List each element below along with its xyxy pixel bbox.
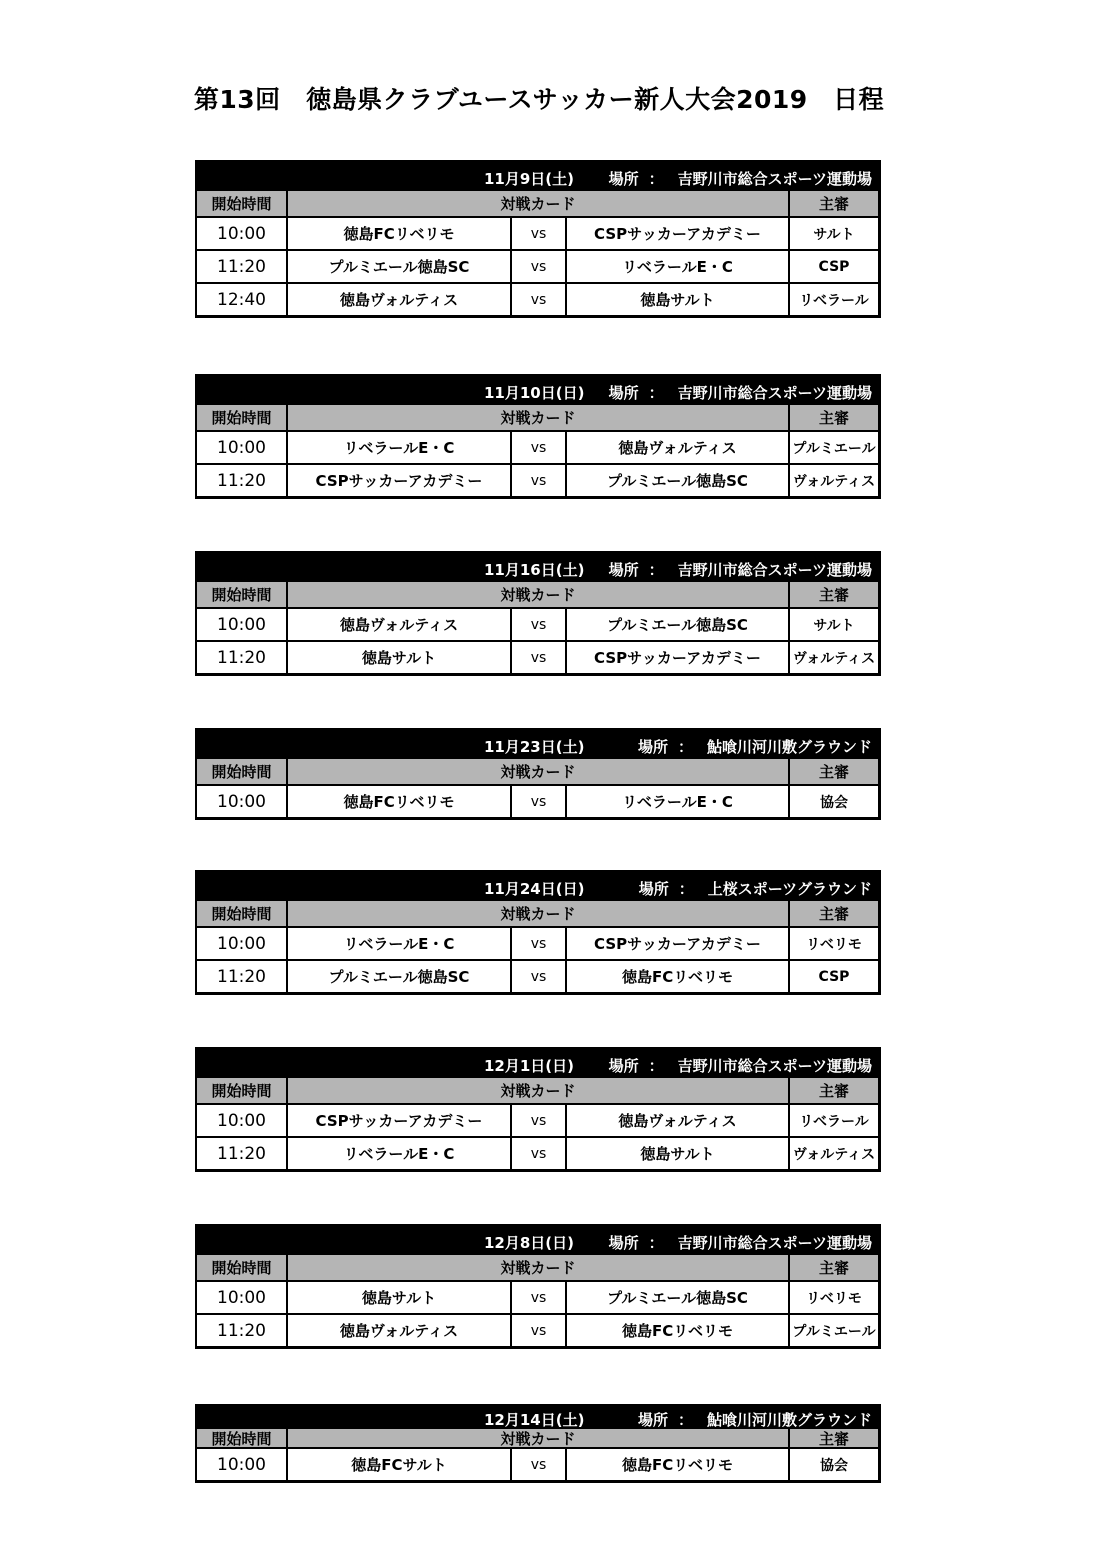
day-venue (638, 736, 872, 757)
away-team: 徳島FCリベリモ (567, 961, 790, 992)
referee: リベリモ (806, 1290, 862, 1307)
match-row (197, 784, 878, 817)
day-venue (609, 559, 872, 580)
column-card: 対戦カード (288, 405, 790, 430)
page-title: 第13回 徳島県クラブユースサッカー新人大会2019 日程 (193, 85, 885, 114)
match-row (197, 282, 878, 315)
home-team: CSPサッカーアカデミー (288, 465, 512, 496)
match-row (197, 1136, 878, 1169)
referee: プルミエール (792, 1323, 876, 1340)
venue-separator: ： (648, 384, 664, 402)
vs-label: vs (512, 1315, 567, 1346)
venue-name: 吉野川市総合スポーツ運動場 (677, 1234, 872, 1252)
column-referee: 主審 (818, 1259, 849, 1277)
match-row (197, 249, 878, 282)
schedule-day-block (195, 1047, 881, 1172)
day-date: 11月10日(日) (484, 384, 585, 402)
home-team: 徳島サルト (288, 1282, 512, 1313)
vs-label: vs (512, 786, 567, 817)
column-referee: 主審 (818, 195, 849, 213)
referee: 協会 (820, 1457, 848, 1474)
referee: リベラール (799, 292, 869, 309)
match-time: 10:00 (197, 786, 288, 817)
day-header (197, 1226, 878, 1254)
column-header-row (197, 1077, 878, 1103)
away-team: プルミエール徳島SC (567, 465, 790, 496)
day-venue (609, 382, 872, 403)
home-team: リベラールE・C (288, 928, 512, 959)
away-team: リベラールE・C (567, 786, 790, 817)
venue-name: 吉野川市総合スポーツ運動場 (677, 561, 872, 579)
match-time: 10:00 (197, 928, 288, 959)
home-team: リベラールE・C (288, 1138, 512, 1169)
day-date: 12月1日(日) (484, 1057, 575, 1075)
venue-label: 場所 (637, 738, 668, 756)
match-time: 11:20 (197, 465, 288, 496)
vs-label: vs (512, 1449, 567, 1480)
match-time: 12:40 (197, 284, 288, 315)
schedule-day-block (195, 1404, 881, 1483)
column-referee: 主審 (818, 1429, 849, 1448)
column-card: 対戦カード (288, 1429, 790, 1447)
day-venue (609, 1055, 872, 1076)
referee: プルミエール (792, 440, 876, 457)
column-referee: 主審 (818, 409, 849, 427)
referee: リベリモ (806, 936, 862, 953)
column-referee: 主審 (818, 1082, 849, 1100)
vs-label: vs (512, 1282, 567, 1313)
column-time: 開始時間 (197, 759, 288, 784)
venue-separator: ： (678, 880, 694, 898)
schedule-day-block (195, 728, 881, 820)
referee: サルト (813, 226, 855, 243)
column-header-row (197, 758, 878, 784)
match-time: 11:20 (197, 1315, 288, 1346)
home-team: 徳島ヴォルティス (288, 1315, 512, 1346)
venue-name: 鮎喰川河川敷グラウンド (706, 1411, 872, 1429)
venue-label: 場所 (608, 1234, 639, 1252)
match-row (197, 1280, 878, 1313)
match-row (197, 1447, 878, 1480)
day-header (197, 872, 878, 900)
match-time: 11:20 (197, 251, 288, 282)
venue-name: 吉野川市総合スポーツ運動場 (677, 1057, 872, 1075)
vs-label: vs (512, 928, 567, 959)
venue-label: 場所 (608, 384, 639, 402)
venue-separator: ： (677, 1411, 693, 1429)
venue-separator: ： (648, 1057, 664, 1075)
day-date: 12月14日(土) (484, 1411, 585, 1429)
home-team: 徳島FCリベリモ (288, 786, 512, 817)
away-team: プルミエール徳島SC (567, 609, 790, 640)
column-card: 対戦カード (288, 759, 790, 784)
vs-label: vs (512, 284, 567, 315)
day-date: 11月24日(日) (484, 880, 585, 898)
referee: ヴォルティス (792, 650, 876, 667)
day-header (197, 1049, 878, 1077)
venue-separator: ： (648, 1234, 664, 1252)
match-row (197, 430, 878, 463)
home-team: リベラールE・C (288, 432, 512, 463)
venue-name: 吉野川市総合スポーツ運動場 (677, 170, 872, 188)
referee: ヴォルティス (792, 473, 876, 490)
column-referee: 主審 (818, 763, 849, 781)
day-venue (609, 168, 872, 189)
day-header (197, 162, 878, 190)
away-team: 徳島サルト (567, 284, 790, 315)
day-venue (638, 1409, 872, 1430)
column-referee: 主審 (818, 905, 849, 923)
column-time: 開始時間 (197, 1078, 288, 1103)
venue-label: 場所 (608, 561, 639, 579)
match-time: 11:20 (197, 642, 288, 673)
referee: CSP (818, 258, 850, 275)
schedule-day-block (195, 870, 881, 995)
match-row (197, 463, 878, 496)
match-row (197, 959, 878, 992)
home-team: 徳島サルト (288, 642, 512, 673)
day-date: 11月9日(土) (484, 170, 575, 188)
away-team: リベラールE・C (567, 251, 790, 282)
referee: CSP (818, 968, 850, 985)
away-team: CSPサッカーアカデミー (567, 928, 790, 959)
column-card: 対戦カード (288, 191, 790, 216)
match-time: 10:00 (197, 1105, 288, 1136)
match-row (197, 1103, 878, 1136)
column-time: 開始時間 (197, 1429, 288, 1447)
schedule-day-block (195, 374, 881, 499)
column-time: 開始時間 (197, 901, 288, 926)
column-header-row (197, 900, 878, 926)
day-header (197, 730, 878, 758)
match-time: 10:00 (197, 609, 288, 640)
day-header (197, 553, 878, 581)
column-time: 開始時間 (197, 582, 288, 607)
vs-label: vs (512, 218, 567, 249)
home-team: プルミエール徳島SC (288, 251, 512, 282)
home-team: CSPサッカーアカデミー (288, 1105, 512, 1136)
referee: サルト (813, 617, 855, 634)
away-team: CSPサッカーアカデミー (567, 218, 790, 249)
venue-separator: ： (677, 738, 693, 756)
schedule-day-block (195, 1224, 881, 1349)
away-team: プルミエール徳島SC (567, 1282, 790, 1313)
match-row (197, 640, 878, 673)
column-time: 開始時間 (197, 1255, 288, 1280)
schedule-day-block (195, 160, 881, 318)
day-date: 11月16日(土) (484, 561, 585, 579)
vs-label: vs (512, 465, 567, 496)
column-card: 対戦カード (288, 1255, 790, 1280)
venue-separator: ： (648, 170, 664, 188)
venue-label: 場所 (637, 1411, 668, 1429)
away-team: 徳島ヴォルティス (567, 1105, 790, 1136)
away-team: 徳島FCリベリモ (567, 1315, 790, 1346)
away-team: 徳島FCリベリモ (567, 1449, 790, 1480)
day-venue (639, 878, 872, 899)
referee: ヴォルティス (792, 1146, 876, 1163)
match-time: 10:00 (197, 1449, 288, 1480)
column-header-row (197, 1428, 878, 1447)
column-referee: 主審 (818, 586, 849, 604)
column-time: 開始時間 (197, 191, 288, 216)
match-row (197, 607, 878, 640)
venue-label: 場所 (608, 1057, 639, 1075)
vs-label: vs (512, 251, 567, 282)
match-time: 11:20 (197, 1138, 288, 1169)
vs-label: vs (512, 432, 567, 463)
match-row (197, 1313, 878, 1346)
referee: 協会 (820, 794, 848, 811)
match-row (197, 926, 878, 959)
column-header-row (197, 190, 878, 216)
venue-label: 場所 (638, 880, 669, 898)
column-card: 対戦カード (288, 582, 790, 607)
home-team: 徳島ヴォルティス (288, 609, 512, 640)
home-team: 徳島FCサルト (288, 1449, 512, 1480)
venue-name: 上桜スポーツグラウンド (707, 880, 872, 898)
column-header-row (197, 1254, 878, 1280)
column-header-row (197, 581, 878, 607)
day-date: 11月23日(土) (484, 738, 585, 756)
match-row (197, 216, 878, 249)
venue-name: 鮎喰川河川敷グラウンド (706, 738, 872, 756)
away-team: 徳島ヴォルティス (567, 432, 790, 463)
match-time: 10:00 (197, 1282, 288, 1313)
match-time: 10:00 (197, 432, 288, 463)
home-team: 徳島FCリベリモ (288, 218, 512, 249)
day-header (197, 1406, 878, 1428)
venue-label: 場所 (608, 170, 639, 188)
home-team: プルミエール徳島SC (288, 961, 512, 992)
day-header (197, 376, 878, 404)
schedule-day-block (195, 551, 881, 676)
match-time: 10:00 (197, 218, 288, 249)
match-time: 11:20 (197, 961, 288, 992)
vs-label: vs (512, 1138, 567, 1169)
away-team: CSPサッカーアカデミー (567, 642, 790, 673)
venue-separator: ： (648, 561, 664, 579)
day-venue (609, 1232, 872, 1253)
column-card: 対戦カード (288, 901, 790, 926)
column-header-row (197, 404, 878, 430)
home-team: 徳島ヴォルティス (288, 284, 512, 315)
vs-label: vs (512, 961, 567, 992)
column-time: 開始時間 (197, 405, 288, 430)
referee: リベラール (799, 1113, 869, 1130)
vs-label: vs (512, 609, 567, 640)
day-date: 12月8日(日) (484, 1234, 575, 1252)
column-card: 対戦カード (288, 1078, 790, 1103)
vs-label: vs (512, 1105, 567, 1136)
vs-label: vs (512, 642, 567, 673)
venue-name: 吉野川市総合スポーツ運動場 (677, 384, 872, 402)
away-team: 徳島サルト (567, 1138, 790, 1169)
